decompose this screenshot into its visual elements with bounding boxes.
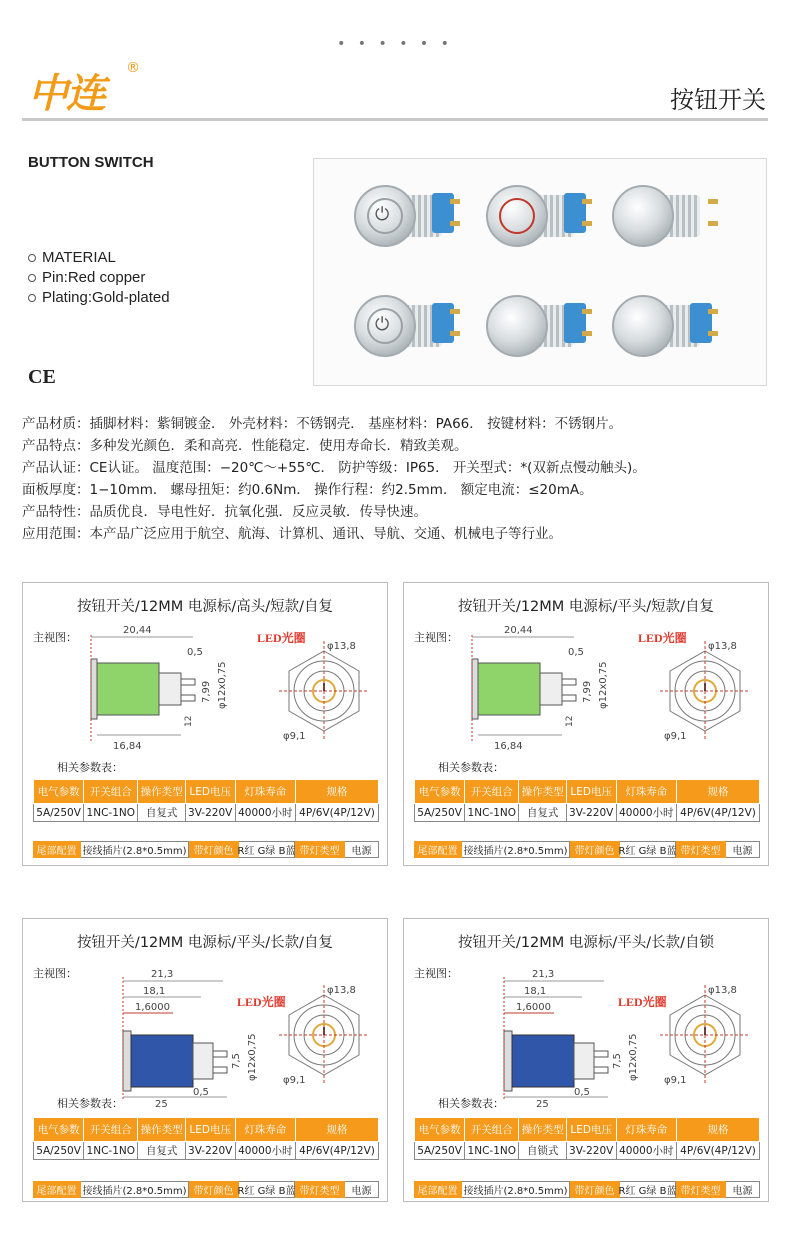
table-header: 操作类型 — [519, 780, 566, 804]
dim-label: 21,3 — [151, 969, 174, 980]
product-photo — [486, 177, 596, 257]
bullet-icon — [28, 294, 36, 302]
table-header: 操作类型 — [138, 780, 185, 804]
dim-label: φ9,1 — [664, 731, 687, 742]
dim-label: 12 — [184, 715, 194, 727]
table-cell: 3V-220V — [185, 1142, 235, 1160]
table-header: LED电压 — [185, 1118, 235, 1142]
table-cell: 5A/250V — [415, 804, 465, 822]
dim-label: 18,1 — [143, 986, 166, 997]
table-header: 电气参数 — [415, 1118, 465, 1142]
tail-label: 带灯类型 — [676, 841, 726, 858]
tail-config-row — [414, 841, 760, 858]
brand-logo — [28, 60, 140, 119]
spec-card — [403, 918, 769, 1202]
tail-value: 接线插片(2.8*0.5mm) — [462, 1181, 570, 1198]
table-header-row — [415, 780, 760, 804]
property-line: 面板厚度：1−10mm． 螺母扭矩：约0.6Nm． 操作行程：约2.5mm． 额定电流：≤20mA。 — [22, 482, 593, 498]
dim-label: 16,84 — [113, 741, 142, 752]
page-title: 按钮开关 — [670, 86, 766, 114]
related-params-label: 相关参数表： — [438, 1097, 504, 1110]
tail-value: 接线插片(2.8*0.5mm) — [81, 1181, 189, 1198]
dim-label: 12 — [565, 715, 575, 727]
dim-label: φ12x0,75 — [628, 1033, 639, 1081]
tail-label: 带灯类型 — [295, 841, 345, 858]
table-header-row — [34, 780, 379, 804]
registered-mark: ® — [126, 60, 140, 76]
related-params-label: 相关参数表： — [57, 1097, 123, 1110]
side-view-drawing — [454, 623, 644, 753]
bullet-icon — [28, 274, 36, 282]
dim-label: φ9,1 — [283, 731, 306, 742]
table-header: 电气参数 — [34, 780, 84, 804]
main-view-label: 主视图： — [33, 967, 77, 980]
tail-value: 接线插片(2.8*0.5mm) — [462, 841, 570, 858]
dim-label: 0,5 — [568, 647, 584, 658]
dim-label: 20,44 — [504, 625, 533, 636]
tail-label: 带灯颜色 — [189, 1181, 239, 1198]
page-dots: • • • • • • — [337, 36, 453, 52]
tail-value: 电源 — [726, 1181, 760, 1198]
ce-mark: CE — [28, 366, 56, 388]
table-cell: 1NC-1NO — [84, 1142, 138, 1160]
tail-config-row — [33, 1181, 379, 1198]
front-view-drawing — [660, 985, 750, 1085]
spec-card — [403, 582, 769, 866]
table-header: 开关组合 — [84, 780, 138, 804]
table-cell: 3V-220V — [185, 804, 235, 822]
table-header-row — [415, 1118, 760, 1142]
table-cell: 5A/250V — [34, 804, 84, 822]
table-row — [34, 1142, 379, 1160]
table-header: LED电压 — [566, 780, 616, 804]
product-photo-panel — [313, 158, 767, 386]
table-header: 开关组合 — [465, 780, 519, 804]
tail-value: 电源 — [726, 841, 760, 858]
table-header: 开关组合 — [465, 1118, 519, 1142]
product-photo — [612, 287, 722, 367]
side-view-drawing — [73, 623, 263, 753]
related-params-label: 相关参数表： — [438, 761, 504, 774]
card-title: 按钮开关/12MM 电源标/平头/短款/自复 — [457, 599, 715, 615]
led-ring-label: LED光圈 — [257, 631, 306, 645]
table-cell: 4P/6V(4P/12V) — [677, 804, 760, 822]
tail-value: 电源 — [345, 1181, 379, 1198]
dim-label: φ9,1 — [664, 1075, 687, 1086]
table-cell: 自复式 — [519, 804, 566, 822]
table-header: 电气参数 — [34, 1118, 84, 1142]
table-cell: 自复式 — [138, 1142, 185, 1160]
product-photo — [486, 287, 596, 367]
dim-label: 7,99 — [201, 680, 212, 703]
main-view-label: 主视图： — [414, 631, 458, 644]
table-header-row — [34, 1118, 379, 1142]
power-icon: ⏻ — [375, 314, 390, 335]
tail-value: 接线插片(2.8*0.5mm) — [81, 841, 189, 858]
material-item: Pin:Red copper — [28, 268, 170, 288]
tail-label: 尾部配置 — [414, 841, 462, 858]
table-cell: 40000小时 — [616, 804, 676, 822]
table-row — [415, 804, 760, 822]
dim-label: φ13,8 — [708, 641, 737, 652]
dim-label: 0,5 — [187, 647, 203, 658]
table-header: 灯珠寿命 — [616, 780, 676, 804]
tail-label: 尾部配置 — [33, 1181, 81, 1198]
table-header: 规格 — [677, 780, 760, 804]
tail-label: 带灯颜色 — [570, 841, 620, 858]
dim-label: 7,5 — [231, 1053, 242, 1069]
dim-label: 16,84 — [494, 741, 523, 752]
product-photo — [612, 177, 722, 257]
led-ring-label: LED光圈 — [618, 995, 667, 1009]
table-cell: 3V-220V — [566, 804, 616, 822]
dim-label: φ13,8 — [327, 641, 356, 652]
front-view-drawing — [279, 985, 369, 1085]
dim-label: φ9,1 — [283, 1075, 306, 1086]
table-cell: 自锁式 — [519, 1142, 566, 1160]
property-line: 产品认证：CE认证。 温度范围：−20℃～+55℃． 防护等级：IP65． 开关型式：*(双新点慢动触头)。 — [22, 460, 646, 476]
tail-label: 带灯类型 — [676, 1181, 726, 1198]
table-cell: 1NC-1NO — [465, 804, 519, 822]
dim-label: 1,6000 — [516, 1002, 551, 1013]
tail-label: 尾部配置 — [414, 1181, 462, 1198]
card-title: 按钮开关/12MM 电源标/平头/长款/自复 — [76, 935, 334, 951]
side-view-drawing — [93, 959, 263, 1110]
table-header: LED电压 — [185, 780, 235, 804]
dim-label: φ13,8 — [708, 985, 737, 996]
table-header: 规格 — [296, 1118, 379, 1142]
dim-label: 7,99 — [582, 680, 593, 703]
dim-label: φ12x0,75 — [217, 661, 228, 709]
table-header: 灯珠寿命 — [235, 780, 295, 804]
table-cell: 40000小时 — [235, 804, 295, 822]
dim-label: 25 — [536, 1099, 549, 1110]
dim-label: 25 — [155, 1099, 168, 1110]
led-ring-label: LED光圈 — [237, 995, 286, 1009]
product-properties — [22, 413, 646, 545]
card-title: 按钮开关/12MM 电源标/平头/长款/自锁 — [457, 935, 715, 951]
property-line: 产品特点：多种发光颜色．柔和高亮．性能稳定．使用寿命长．精致美观。 — [22, 438, 468, 454]
led-ring-label: LED光圈 — [638, 631, 687, 645]
tail-value: R红 G绿 B蓝 — [620, 1181, 676, 1198]
front-view-drawing — [660, 641, 750, 741]
table-header: 灯珠寿命 — [235, 1118, 295, 1142]
spec-table — [33, 779, 379, 822]
table-cell: 40000小时 — [235, 1142, 295, 1160]
table-header: LED电压 — [566, 1118, 616, 1142]
table-cell: 5A/250V — [415, 1142, 465, 1160]
dim-label: φ13,8 — [327, 985, 356, 996]
dim-label: 21,3 — [532, 969, 555, 980]
table-cell: 1NC-1NO — [84, 804, 138, 822]
main-view-label: 主视图： — [33, 631, 77, 644]
dim-label: φ12x0,75 — [247, 1033, 258, 1081]
table-cell: 40000小时 — [616, 1142, 676, 1160]
logo-text: 中连 — [28, 71, 104, 117]
table-cell: 4P/6V(4P/12V) — [296, 1142, 379, 1160]
dim-label: 7,5 — [612, 1053, 623, 1069]
spec-card — [22, 582, 388, 866]
header-divider — [22, 118, 768, 121]
spec-card — [22, 918, 388, 1202]
property-line: 产品特性：品质优良．导电性好．抗氧化强．反应灵敏．传导快速。 — [22, 504, 427, 520]
tail-label: 带灯颜色 — [189, 841, 239, 858]
related-params-label: 相关参数表： — [57, 761, 123, 774]
tail-config-row — [414, 1181, 760, 1198]
table-row — [34, 804, 379, 822]
table-cell: 1NC-1NO — [465, 1142, 519, 1160]
tail-config-row — [33, 841, 379, 858]
spec-table — [33, 1117, 379, 1160]
table-cell: 自复式 — [138, 804, 185, 822]
table-cell: 5A/250V — [34, 1142, 84, 1160]
card-title: 按钮开关/12MM 电源标/高头/短款/自复 — [76, 599, 334, 615]
table-header: 规格 — [677, 1118, 760, 1142]
dim-label: 18,1 — [524, 986, 547, 997]
table-cell: 4P/6V(4P/12V) — [677, 1142, 760, 1160]
tail-label: 带灯颜色 — [570, 1181, 620, 1198]
property-line: 应用范围：本产品广泛应用于航空、航海、计算机、通讯、导航、交通、机械电子等行业。 — [22, 526, 562, 542]
dim-label: 1,6000 — [135, 1002, 170, 1013]
power-icon: ⏻ — [375, 204, 390, 225]
dim-label: 0,5 — [574, 1087, 590, 1098]
material-list — [28, 248, 170, 308]
tail-label: 带灯类型 — [295, 1181, 345, 1198]
spec-table — [414, 779, 760, 822]
table-header: 电气参数 — [415, 780, 465, 804]
material-item: Plating:Gold-plated — [28, 288, 170, 308]
table-cell: 3V-220V — [566, 1142, 616, 1160]
table-cell: 4P/6V(4P/12V) — [296, 804, 379, 822]
table-header: 灯珠寿命 — [616, 1118, 676, 1142]
tail-value: 电源 — [345, 841, 379, 858]
dim-label: 0,5 — [193, 1087, 209, 1098]
dim-label: 20,44 — [123, 625, 152, 636]
property-line: 产品材质：插脚材料：紫铜镀金． 外壳材料：不锈钢壳． 基座材料：PA66． 按键材料：不锈钢片。 — [22, 416, 623, 432]
table-row — [415, 1142, 760, 1160]
bullet-icon — [28, 254, 36, 262]
table-header: 操作类型 — [519, 1118, 566, 1142]
tail-value: R红 G绿 B蓝 — [239, 841, 295, 858]
spec-table — [414, 1117, 760, 1160]
table-header: 操作类型 — [138, 1118, 185, 1142]
front-view-drawing — [279, 641, 369, 741]
tail-value: R红 G绿 B蓝 — [620, 841, 676, 858]
side-view-drawing — [474, 959, 644, 1110]
section-heading: BUTTON SWITCH — [28, 154, 154, 171]
tail-label: 尾部配置 — [33, 841, 81, 858]
table-header: 规格 — [296, 780, 379, 804]
main-view-label: 主视图： — [414, 967, 458, 980]
product-photo — [354, 287, 464, 367]
table-header: 开关组合 — [84, 1118, 138, 1142]
tail-value: R红 G绿 B蓝 — [239, 1181, 295, 1198]
product-photo — [354, 177, 464, 257]
material-item: MATERIAL — [28, 248, 170, 268]
dim-label: φ12x0,75 — [598, 661, 609, 709]
